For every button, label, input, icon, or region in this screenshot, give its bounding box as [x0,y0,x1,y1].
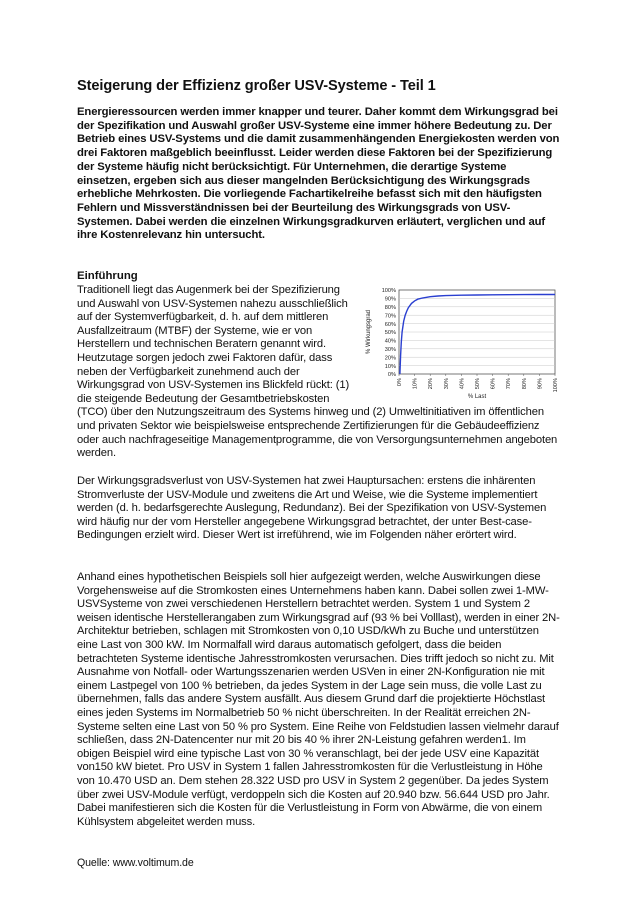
y-tick-label: 90% [384,296,396,303]
article-title: Steigerung der Effizienz großer USV-Systeme - Teil 1 [77,78,436,94]
lead-paragraph: Energieressourcen werden immer knapper und teurer. Daher kommt dem Wirkungsgrad bei der Spezifikation und Auswahl großer USV-Systeme eine immer höhere Bedeutung zu. Der Betrieb eines USV-Systems und die damit zusammenhängenden Energiekosten werden von drei Faktoren maßgeblich beeinflusst. Leider werden diese Faktoren bei der Spezifizierung der Systeme häufig nicht berücksichtigt. Für Unternehmen, die derartige Systeme einsetzen, ergeben sich aus dieser mangelnden Berücksichtigung des Wirkungsgrads erhebliche Mehrkosten. Die vorliegende Fachartikelreihe befasst sich mit den häufigsten Fehlern und Missverständnissen bei der Beurteilung des Wirkungsgrads von USV-Systemen. Dabei werden die einzelnen Wirkungsgradkurven erläutert, verglichen und auf ihre Kostenrelevanz hin untersucht. [77,106,560,242]
x-tick-label: 60% [490,378,497,390]
y-tick-label: 80% [384,305,396,311]
x-tick-label: 20% [428,378,435,390]
efficiency-chart-svg [361,284,561,401]
y-tick-label: 0% [387,372,396,379]
x-tick-label: 100% [553,378,559,393]
paragraph-example: Anhand eines hypothetischen Beispiels soll hier aufgezeigt werden, welche Auswirkungen diese Vorgehensweise auf die Stromkosten eines Unternehmens haben kann. Dabei sollen zwei 1-MW-USVSysteme von zwei verschiedenen Herstellern betrachtet werden. System 1 und System 2 weisen identische Herstellerangaben zum Wirkungsgrad auf (93 % bei Volllast), werden in einer 2N-Architektur betrieben, schlagen mit Stromkosten von 0,10 USD/kWh zu Buche und unterstützen eine Last von 300 kW. Im Normalfall wird daraus automatisch gefolgert, dass die beiden betrachteten Systeme identische Jahresstromkosten verursachen. Dies trifft jedoch so nicht zu. Mit Ausnahme von Notfall- oder Wartungsszenarien werden USVen in einer 2N-Konfiguration nie mit einem Lastpegel von 100 % betrieben, da jedes System in der Lage sein muss, die volle Last zu übernehmen, falls das andere System ausfällt. Aus diesem Grund darf die projektierte Höchstlast eines jeden Systems im Normalbetrieb 50 % nicht überschreiten. In der Realität erreichen 2N-Systeme selten eine Last von 50 % pro System. Eine Reihe von Feldstudien lassen vielmehr darauf schließen, dass 2N-Datencenter nur mit 20 bis 40 % ihrer 2N-Leistung gefahren werden1. Im obigen Beispiel wird eine typische Last von 30 % veranschlagt, bei der jede USV eine Kapazität von150 kW bietet. Pro USV in System 1 fallen Jahresstromkosten für die Verlustleistung in Höhe von 10.470 USD an. Dem stehen 28.322 USD pro USV in System 2 gegenüber. Da jedes System über zwei USV-Module verfügt, verdoppeln sich die Kosten auf 20.940 bzw. 56.644 USD pro Jahr. Dabei manifestieren sich die Kosten für die Verlustleistung in Form von Abwärme, die von einem Kühlsystem abgeleitet werden muss. [77,571,560,828]
x-tick-label: 80% [521,378,528,390]
y-tick-label: 40% [384,338,396,345]
y-tick-label: 50% [384,330,396,337]
x-tick-label: 50% [475,378,481,390]
x-tick-label: 40% [459,378,466,390]
source-line: Quelle: www.voltimum.de [77,857,194,869]
x-tick-label: 10% [412,378,419,390]
x-tick-label: 0% [397,378,403,387]
y-axis-label: % Wirkungsgrad [366,309,372,355]
paragraph-losses: Der Wirkungsgradsverlust von USV-Systemen hat zwei Hauptursachen: erstens die inhärenten Stromverluste der USV-Module und zweitens die Art und Weise, wie die Systeme implementiert werden (d. h. bedarfsgerechte Auslegung, Redundanz). Bei der Spezifikation von USV-Systemen wird häufig nur der vom Hersteller angegebene Wirkungsgrad betrachtet, der unter Best-case-Bedingungen erzielt wird. Dieser Wert ist irreführend, wie im Folgenden näher erörtert wird. [77,475,547,542]
x-tick-label: 70% [506,378,513,390]
x-tick-label: 30% [443,378,450,390]
y-tick-label: 20% [384,355,396,362]
y-tick-label: 60% [384,321,396,328]
y-tick-label: 10% [384,363,396,370]
intro-block [77,284,561,461]
paragraph-intro: Traditionell liegt das Augenmerk bei der Spezifizierung und Auswahl von USV-Systemen nahezu ausschließlich auf der Systemverfügbarkeit, d. h. auf dem mittleren Ausfallzeitraum (MTBF) der Systeme, wie er von Herstellern und technischen Beratern genannt wird. Heutzutage sorgen jedoch zwei Faktoren dafür, dass neben der Verfügbarkeit zunehmend auch der Wirkungsgrad von USV-Systemen ins Blickfeld rückt: (1) die steigende Bedeutung der Gesamtbetriebskosten (TCO) über den Nutzungszeitraum des Systems hinweg und (2) Umweltinitiativen im öffentlichen und privaten Sektor wie beispielsweise entsprechende Zertifizierungen für die Gebäudeeffizienz oder auch nachfrageseitige Managementprogramme, die von Versorgungsunternehmen angeboten werden. [77,284,558,460]
x-axis-label: % Last [467,394,487,400]
section-heading: Einführung [77,270,138,282]
y-tick-label: 30% [384,347,396,353]
x-tick-label: 90% [537,378,544,390]
y-tick-label: 100% [381,288,396,295]
y-tick-label: 70% [384,313,396,320]
efficiency-chart [361,284,561,401]
